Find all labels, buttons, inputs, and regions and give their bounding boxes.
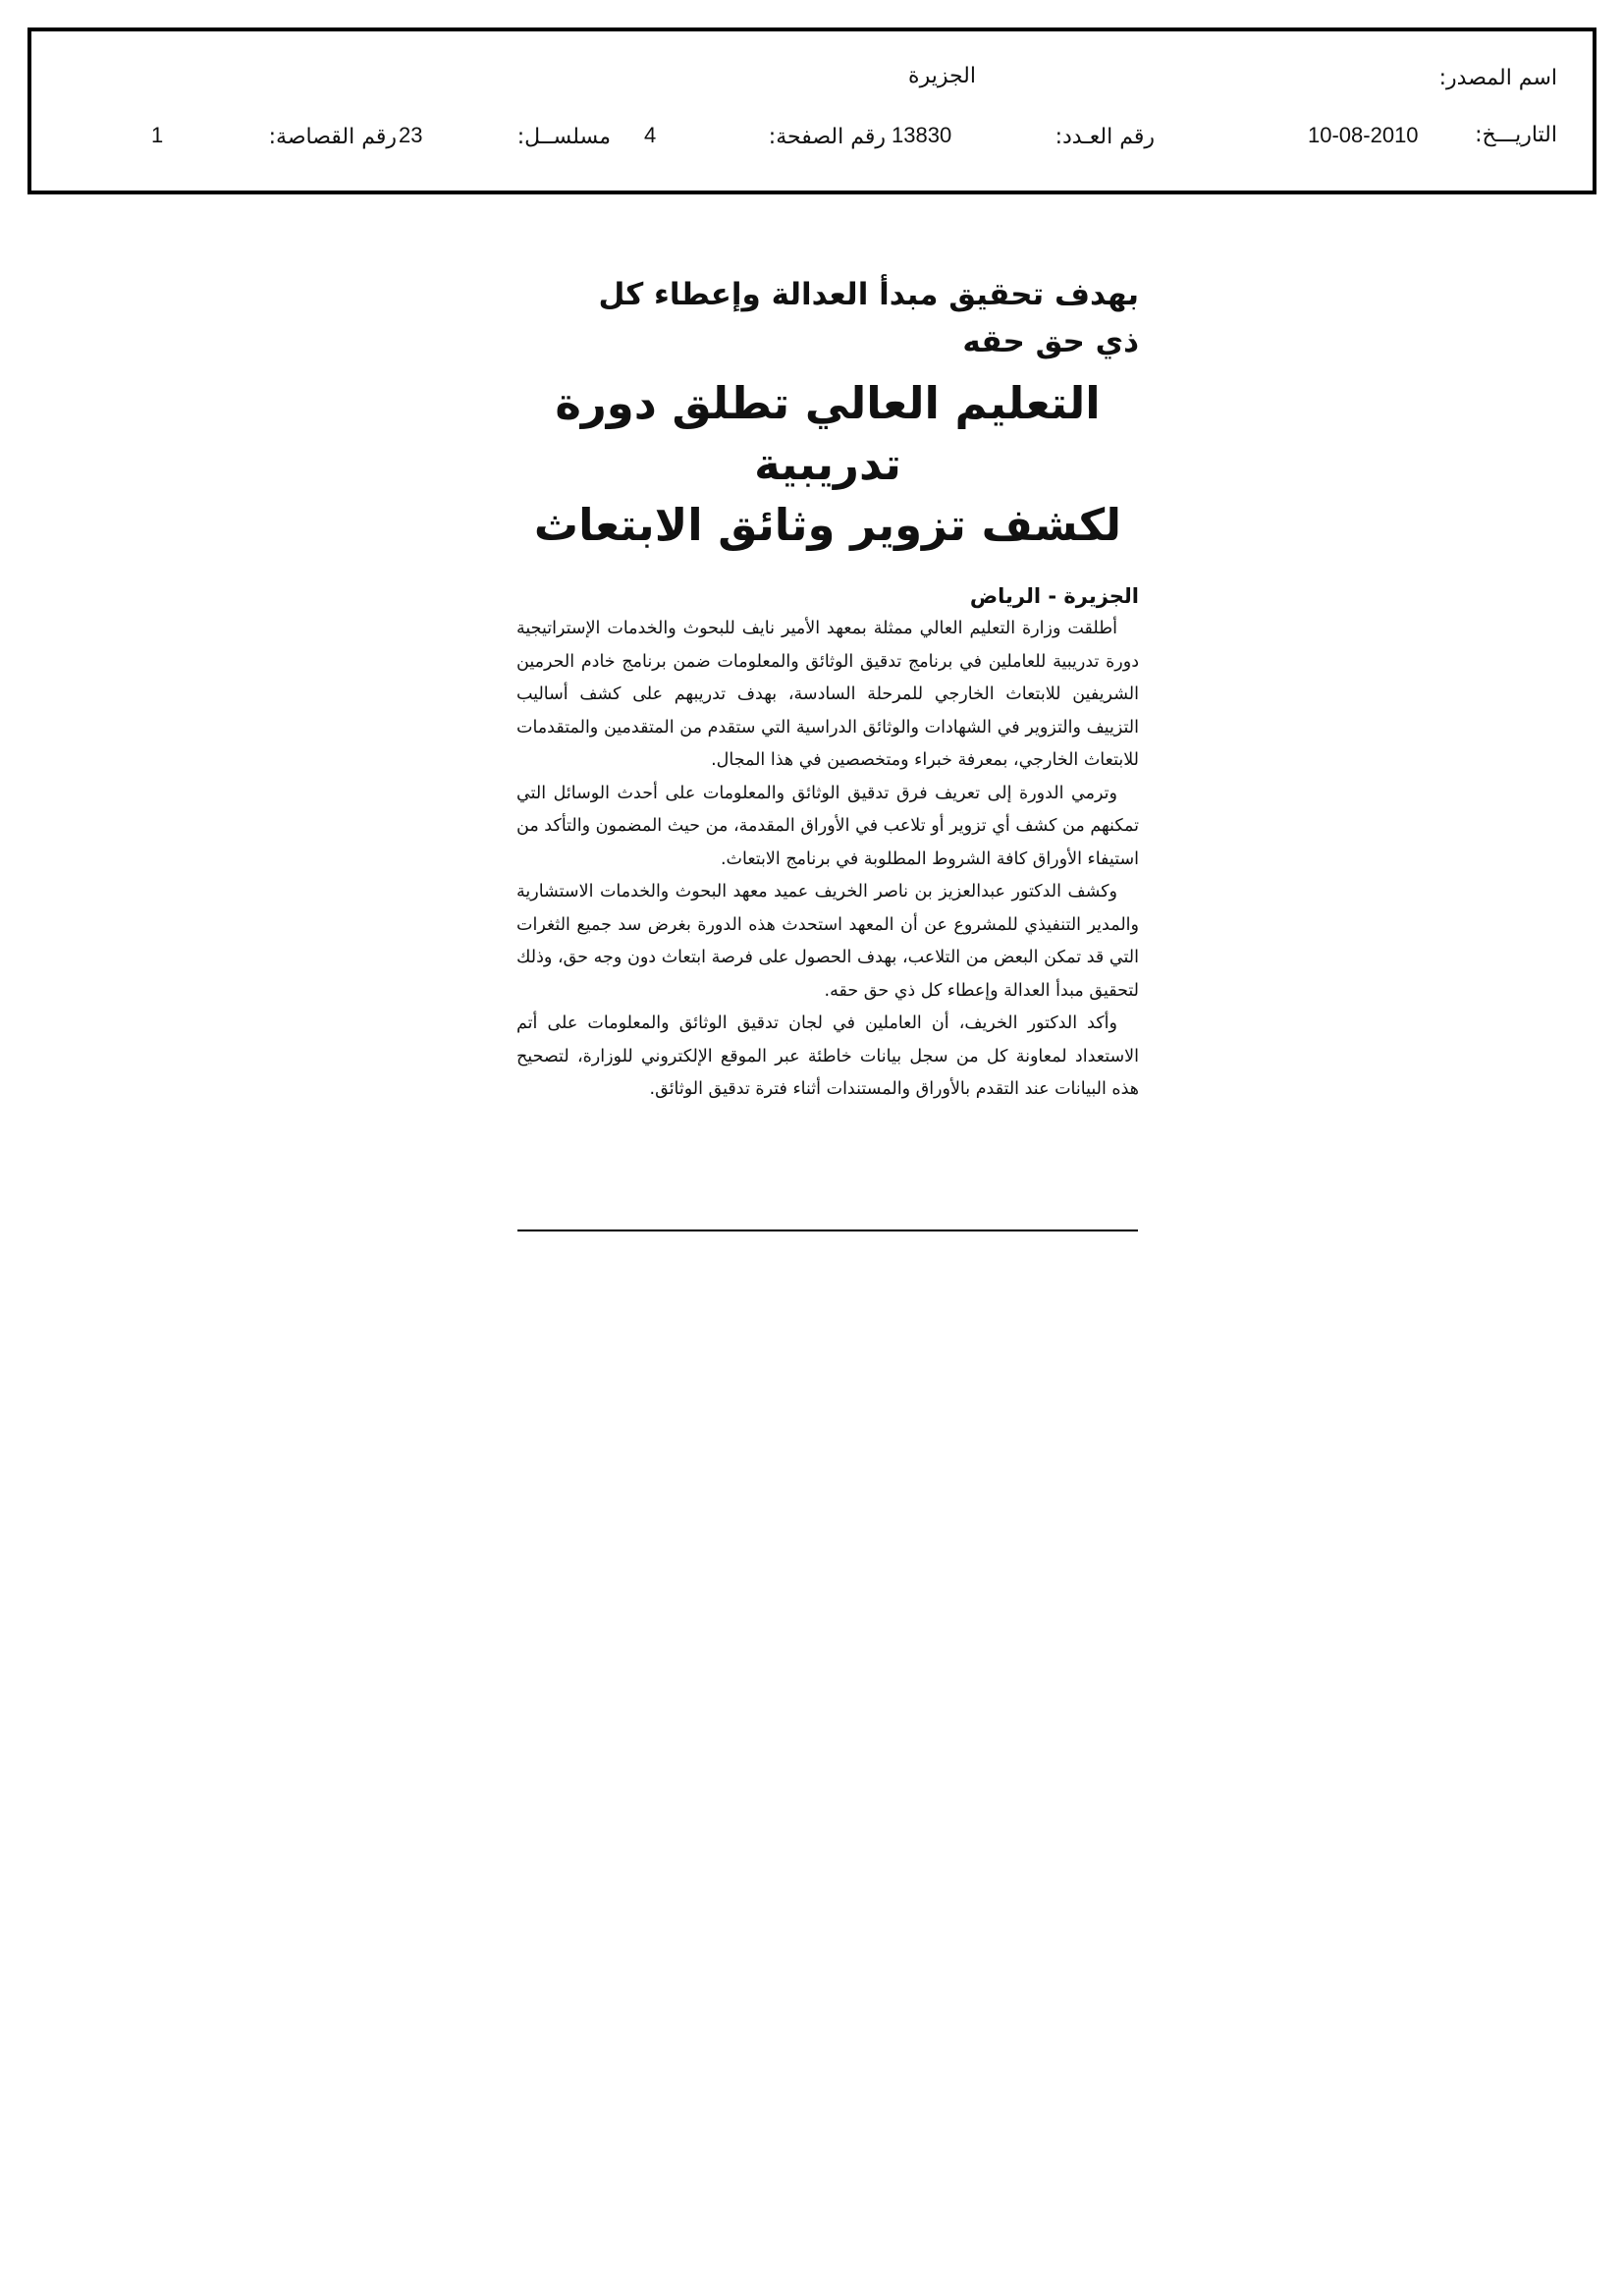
article-paragraph-2: وترمي الدورة إلى تعريف فرق تدقيق الوثائق والمعلومات على أحدث الوسائل التي تمكنهم من كشف أي تزوير أو تلاعب في الأوراق المقدمة، من حيث المضمون والتأكد من استيفاء الأوراق كافة الشروط المطلوبة في برنامج الابتعاث. (516, 783, 1139, 869)
article (516, 263, 1139, 1107)
source-value: الجزيرة (908, 64, 976, 88)
article-paragraph-4: وأكد الدكتور الخريف، أن العاملين في لجان تدقيق الوثائق والمعلومات على أتم الاستعداد لمعاونة كل من سجل بيانات خاطئة عبر الموقع الإلكتروني للوزارة، لتصحيح هذه البيانات عند التقدم بالأوراق والمستندات أثناء فترة تدقيق الوثائق. (516, 1013, 1139, 1099)
article-paragraph-3: وكشف الدكتور عبدالعزيز بن ناصر الخريف عميد معهد البحوث والخدمات الاستشارية والمدير التنفيذي للمشروع عن أن المعهد استحدث هذه الدورة بغرض سد جميع الثغرات التي قد تمكن البعض من التلاعب، بهدف الحصول على فرصة ابتعاث دون وجه حق، وذلك لتحقيق مبدأ العدالة وإعطاء كل ذي حق حقه. (516, 882, 1139, 1001)
serial-value: 23 (399, 123, 423, 147)
article-headline-line-2: لكشف تزوير وثائق الابتعاث (533, 499, 1122, 551)
date-label: التاريـــخ: (1475, 123, 1557, 147)
article-headline-line-1: التعليم العالي تطلق دورة تدريبية (555, 377, 1101, 490)
date-value: 10-08-2010 (1308, 123, 1419, 147)
clip-value: 1 (151, 123, 164, 147)
article-kicker: بهدف تحقيق مبدأ العدالة وإعطاء كل ذي حق حقه (598, 277, 1139, 359)
issue-label: رقم العـدد: (1055, 125, 1155, 149)
clipping-info-box (27, 27, 1596, 194)
article-paragraph-1: أطلقت وزارة التعليم العالي ممثلة بمعهد الأمير نايف للبحوث والخدمات الإستراتيجية دورة تدريبية للعاملين في برنامج تدقيق الوثائق والمعلومات ضمن برنامج خادم الحرمين الشريفين للابتعاث الخارجي للمرحلة السادسة، بهدف تدريبهم على كشف أساليب التزييف والتزوير في الشهادات والوثائق الدراسية التي ستقدم من المتقدمين والمتقدمات للابتعاث الخارجي، بمعرفة خبراء ومتخصصين في هذا المجال. (516, 619, 1139, 770)
serial-label: مسلســل: (516, 125, 611, 149)
issue-value: 13830 (892, 123, 952, 147)
page-value: 4 (644, 123, 657, 147)
clip-label: رقم القصاصة: (268, 125, 397, 149)
article-byline: الجزيرة - الرياض (969, 584, 1139, 608)
source-label: اسم المصدر: (1438, 66, 1557, 90)
article-end-rule (517, 1230, 1138, 1231)
page-label: رقم الصفحة: (768, 125, 886, 149)
